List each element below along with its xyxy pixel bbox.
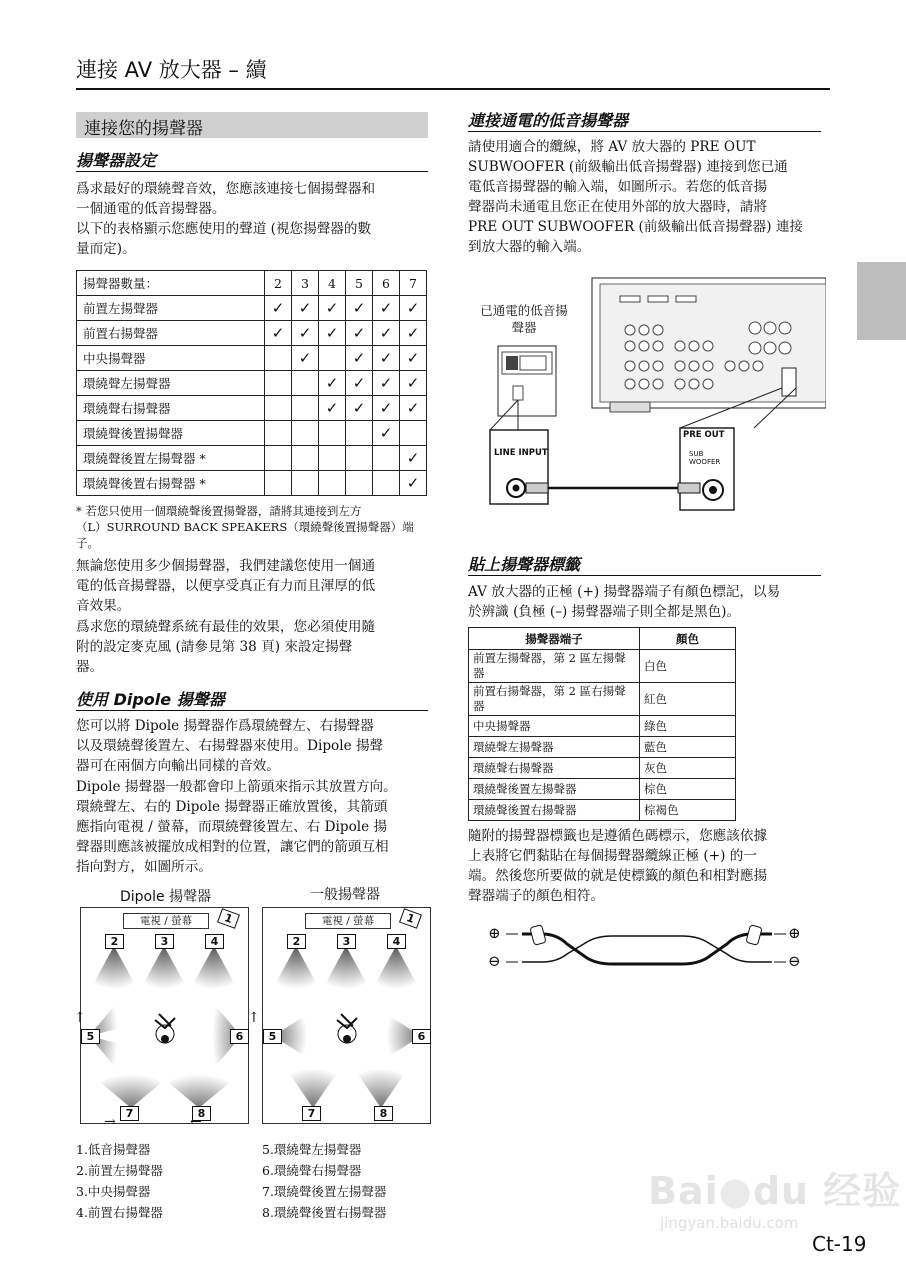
check-cell [292,421,319,446]
speaker-number-4: 4 [387,934,406,949]
table-header-row [77,271,427,296]
check-cell: ✓ [265,321,292,346]
check-cell: ✓ [265,296,292,321]
legend-left [76,1139,163,1223]
dipole-heading: 使用 Dipole 揚聲器 [76,690,225,709]
count-header: 4 [319,271,346,296]
arrow-right-icon: → [104,1114,116,1130]
speaker-number-2: 2 [287,934,306,949]
color-cell: 棕色 [640,779,736,800]
check-cell [319,471,346,496]
check-cell: ✓ [373,296,400,321]
speaker-number-1: 1 [399,908,422,929]
table-row [77,471,427,496]
count-header: 7 [400,271,427,296]
color-cell: 紅色 [640,683,736,716]
plus-icon: ⊕ [488,924,501,942]
screen-label: 電視 / 螢幕 [123,913,209,929]
heading-rule [76,171,428,172]
check-cell [346,421,373,446]
check-cell: ✓ [346,321,373,346]
legend-item: 2.前置左揚聲器 [76,1163,163,1178]
check-cell: ✓ [400,396,427,421]
check-cell [319,446,346,471]
setup-paragraph-1: 爲求最好的環繞聲音效，您應該連接七個揚聲器和 一個通電的低音揚聲器。 [76,181,376,217]
check-cell: ✓ [292,346,319,371]
speaker-number-8: 8 [192,1106,211,1121]
speaker-name-cell: 前置左揚聲器 [77,296,265,321]
table-row [77,446,427,471]
speaker-name-cell: 中央揚聲器 [77,346,265,371]
pre-out-label: PRE OUT [683,430,725,440]
dipole-diagram-title: Dipole 揚聲器 [120,889,212,905]
col-color-header: 顏色 [640,628,736,650]
table-row [77,371,427,396]
speaker-cable-drawing [482,920,812,978]
color-cell: 白色 [640,650,736,683]
check-cell [292,471,319,496]
check-cell: ✓ [400,346,427,371]
speaker-number-5: 5 [263,1029,282,1044]
table-row [469,800,736,821]
check-cell: ✓ [400,471,427,496]
check-cell [373,471,400,496]
arrow-up-icon: ↑ [74,1010,86,1026]
check-cell: ✓ [319,371,346,396]
count-header: 3 [292,271,319,296]
section-title: 連接您的揚聲器 [84,119,203,139]
check-cell: ✓ [319,396,346,421]
arrow-up-icon: ↑ [248,1010,260,1026]
legend-right [262,1139,386,1223]
check-cell: ✓ [373,346,400,371]
speaker-number-8: 8 [374,1106,393,1121]
page-title: 連接 AV 放大器 – 續 [76,58,267,82]
col-terminal-header: 揚聲器端子 [469,628,640,650]
table-row [77,421,427,446]
recommendation-paragraph: 無論您使用多少個揚聲器，我們建議您使用一個通 電的低音揚聲器，以便享受真正有力而且渾厚的低 音效果。 [76,558,376,614]
speaker-number-2: 2 [105,934,124,949]
table-header-row [469,628,736,650]
speaker-number-6: 6 [230,1029,249,1044]
subwoofer-connection-figure [470,270,826,532]
legend-item: 7.環繞聲後置左揚聲器 [262,1184,387,1199]
heading-rule [76,710,428,711]
setup-paragraph-2: 以下的表格顯示您應使用的聲道 (視您揚聲器的數 量而定)。 [76,221,372,257]
heading-rule [468,131,821,132]
arrow-left-icon: ← [190,1114,202,1130]
minus-icon: ⊖ [488,952,501,970]
header-rule [76,88,830,90]
table-header-label: 揚聲器數量： [77,271,265,296]
table-row [469,650,736,683]
speaker-name-cell: 環繞聲右揚聲器 [77,396,265,421]
check-cell [265,396,292,421]
color-cell: 綠色 [640,716,736,737]
subwoofer-heading: 連接通電的低音揚聲器 [468,111,629,130]
terminal-cell: 前置左揚聲器，第 2 區左揚聲器 [469,650,640,683]
subwoofer-paragraph: 請使用適合的纜線，將 AV 放大器的 PRE OUT SUBWOOFER (前級輸出低音揚聲器) 連接到您已通 電低音揚聲器的輸入端，如圖所示。若您的低音揚 聲器尚未通電且您正在使用外部的放大器時，請將 PRE OUT SUBWOOFER (前級輸出低音揚聲器) 連接 到放大器的輸入端。 [468,139,804,255]
normal-room-diagram [262,907,431,1124]
watermark-logo: Bai●du 经验 [648,1169,902,1213]
table-footnote: * 若您只使用一個環繞聲後置揚聲器，請將其連接到左方 （L）SURROUND BACK SPEAKERS（環繞聲後置揚聲器）端 子。 [76,504,414,550]
terminal-cell: 環繞聲後置左揚聲器 [469,779,640,800]
table-row [77,346,427,371]
section-title-box [76,112,428,138]
check-cell: ✓ [400,321,427,346]
terminal-cell: 環繞聲右揚聲器 [469,758,640,779]
legend-item: 4.前置右揚聲器 [76,1205,163,1220]
speaker-number-6: 6 [412,1029,431,1044]
speaker-name-cell: 環繞聲後置揚聲器 [77,421,265,446]
speaker-name-cell: 環繞聲後置左揚聲器 * [77,446,265,471]
speaker-cable-figure [482,920,812,978]
legend-item: 1.低音揚聲器 [76,1142,151,1157]
setup-mic-paragraph: 爲求您的環繞聲系統有最佳的效果，您必須使用隨 附的設定麥克風 (請參見第 38 頁) 來設定揚聲 器。 [76,619,376,675]
heading-rule [468,575,821,576]
check-cell: ✓ [400,446,427,471]
check-cell: ✓ [319,296,346,321]
check-cell [346,471,373,496]
check-cell: ✓ [346,396,373,421]
labels-paragraph-1: AV 放大器的正極 (+) 揚聲器端子有顏色標記，以易 於辨識 (負極 (–) 揚聲器端子則全都是黑色)。 [468,584,781,620]
table-row [469,779,736,800]
check-cell [265,421,292,446]
check-cell [265,371,292,396]
side-tab-marker [857,262,906,340]
count-header: 5 [346,271,373,296]
speaker-number-7: 7 [302,1106,321,1121]
check-cell: ✓ [400,371,427,396]
speaker-number-1: 1 [217,908,240,929]
table-row [469,683,736,716]
table-row [469,758,736,779]
table-row [77,396,427,421]
check-cell [265,471,292,496]
table-row [77,321,427,346]
check-cell [319,346,346,371]
check-cell [346,446,373,471]
speaker-name-cell: 環繞聲後置右揚聲器 * [77,471,265,496]
check-cell [373,446,400,471]
table-row [77,296,427,321]
check-cell: ✓ [346,296,373,321]
terminal-cell: 中央揚聲器 [469,716,640,737]
speaker-name-cell: 前置右揚聲器 [77,321,265,346]
watermark-url: jingyan.baidu.com [660,1214,799,1232]
check-cell: ✓ [346,346,373,371]
count-header: 6 [373,271,400,296]
legend-item: 3.中央揚聲器 [76,1184,151,1199]
minus-icon: ⊖ [788,952,801,970]
table-row [469,737,736,758]
check-cell [400,421,427,446]
check-cell: ✓ [373,321,400,346]
count-header: 2 [265,271,292,296]
color-cell: 藍色 [640,737,736,758]
screen-label: 電視 / 螢幕 [305,913,391,929]
dipole-paragraph-1: 您可以將 Dipole 揚聲器作爲環繞聲左、右揚聲器 以及環繞聲後置左、右揚聲器來使用。Dipole 揚聲 器可在兩個方向輸出同樣的音效。 [76,718,384,774]
check-cell: ✓ [292,321,319,346]
table-row [469,716,736,737]
check-cell [265,346,292,371]
check-cell: ✓ [346,371,373,396]
check-cell [319,421,346,446]
check-cell: ✓ [292,296,319,321]
terminal-cell: 環繞聲左揚聲器 [469,737,640,758]
legend-item: 6.環繞聲右揚聲器 [262,1163,362,1178]
check-cell: ✓ [373,371,400,396]
speaker-count-table [76,270,427,496]
dipole-room-diagram [80,907,249,1124]
labels-paragraph-2: 隨附的揚聲器標籤也是遵循色碼標示，您應該依據 上表將它們黏貼在每個揚聲器纜線正極 (+) 的一 端。然後您所要做的就是使標籤的顏色和相對應揚 聲器端子的顏色相符。 [468,828,768,904]
check-cell: ✓ [400,296,427,321]
check-cell: ✓ [319,321,346,346]
powered-subwoofer-label: 已通電的低音揚 聲器 [480,303,568,335]
plus-icon: ⊕ [788,924,801,942]
check-cell [265,446,292,471]
speaker-name-cell: 環繞聲左揚聲器 [77,371,265,396]
legend-item: 8.環繞聲後置右揚聲器 [262,1205,387,1220]
speaker-number-5: 5 [81,1029,100,1044]
check-cell [292,396,319,421]
check-cell: ✓ [373,421,400,446]
check-cell [292,446,319,471]
terminal-cell: 前置右揚聲器，第 2 區右揚聲器 [469,683,640,716]
legend-item: 5.環繞聲左揚聲器 [262,1142,362,1157]
terminal-cell: 環繞聲後置右揚聲器 [469,800,640,821]
line-input-label: LINE INPUT [494,448,548,458]
check-cell [292,371,319,396]
speaker-number-3: 3 [155,934,174,949]
color-cell: 棕褐色 [640,800,736,821]
dipole-paragraph-2: Dipole 揚聲器一般都會印上箭頭來指示其放置方向。 環繞聲左、右的 Dipole 揚聲器正確放置後，其箭頭 應指向電視 / 螢幕，而環繞聲後置左、右 Dipole 揚 聲器則應該被擺放成相對的位置，讓它們的箭頭互相 指向對方，如圖所示。 [76,779,397,875]
speaker-setup-heading: 揚聲器設定 [76,151,157,170]
labels-heading: 貼上揚聲器標籤 [468,555,581,574]
color-cell: 灰色 [640,758,736,779]
check-cell: ✓ [373,396,400,421]
speaker-number-4: 4 [205,934,224,949]
sub-woofer-jack-label: SUB WOOFER [689,450,721,466]
page-number: Ct-19 [812,1232,867,1256]
speaker-number-7: 7 [120,1106,139,1121]
terminal-color-table [468,627,736,821]
speaker-number-3: 3 [337,934,356,949]
normal-diagram-title: 一般揚聲器 [310,887,380,903]
